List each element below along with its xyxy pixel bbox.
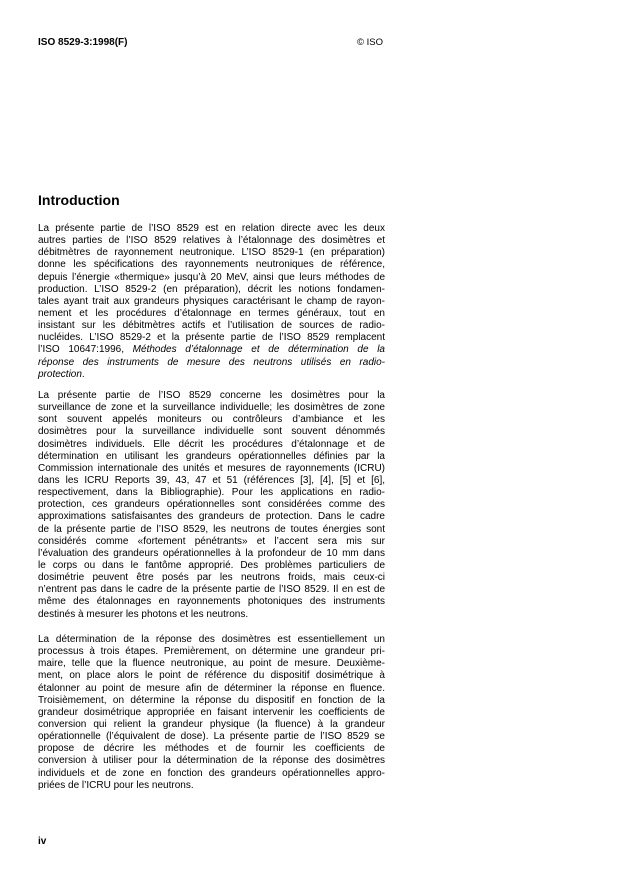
paragraph-line: production. L’ISO 8529-2 (en préparation), décrit les notions fondamen- — [38, 283, 385, 295]
paragraph-line: La présente partie de l’ISO 8529 est en relation directe avec les deux — [38, 223, 385, 234]
paragraph-line: autres parties de l’ISO 8529 relatives à l’étalonnage des dosimètres et — [38, 235, 385, 247]
page-number: iv — [38, 836, 47, 847]
paragraph-line: tales ayant trait aux grandeurs physiques caractérisant le champ de rayon- — [38, 295, 385, 307]
paragraph-line: nement et les procédures d’étalonnage en termes généraux, tout en — [38, 307, 385, 319]
paragraph-line: protection, ces grandeurs opérationnelles sont considérées comme des — [38, 499, 385, 511]
paragraph-line: détermination en utilisant les grandeurs opérationnelles définies par la — [38, 450, 385, 462]
paragraph-line: sont souvent appelés moniteurs ou contrôleurs d’ambiance et les — [38, 414, 385, 426]
paragraph-line: de la présente partie de l’ISO 8529, les neutrons de toutes énergies sont — [38, 523, 385, 535]
paragraph-line: respectivement, dans la Bibliographie). Pour les applications en radio- — [38, 487, 385, 499]
paragraph-line: donne les spécifications des rayonnements neutroniques de référence, — [38, 259, 385, 271]
paragraph-line: dosimétrie peuvent être posés par les neutrons froids, mais ceux-ci — [38, 572, 385, 584]
paragraph-line: nucléides. L’ISO 8529-2 et la présente partie de l’ISO 8529 remplacent — [38, 332, 385, 344]
paragraph-line: le corps ou dans le fantôme approprié. Des problèmes particuliers de — [38, 559, 385, 571]
paragraph-line: dosimètres pour la surveillance individuelle sont souvent dénommés — [38, 426, 385, 438]
paragraph-line: l’évaluation des grandeurs opérationnelles à la profondeur de 10 mm dans — [38, 547, 385, 559]
paragraph-line: La présente partie de l’ISO 8529 concerne les dosimètres pour la — [38, 390, 385, 401]
paragraph-line: propose de décrire les méthodes et de fournir les coefficients de — [38, 743, 385, 755]
paragraph-line: individuels et de zone en fonction des grandeurs opérationnelles appro- — [38, 767, 385, 779]
document-id-header: ISO 8529-3:1998(F) — [38, 37, 128, 48]
paragraph-line: grandeur dosimétrique appropriée en faisant intervenir les coefficients de — [38, 706, 385, 718]
paragraph-line: depuis l’énergie «thermique» jusqu’à 20 MeV, ainsi que leurs méthodes de — [38, 271, 385, 283]
paragraph-line: n’entrent pas dans le cadre de la présente partie de l’ISO 8529. Il en est de — [38, 584, 385, 596]
paragraph-line: processus à trois étapes. Premièrement, on détermine une grandeur pri- — [38, 646, 385, 658]
paragraph-line: insistant sur les débitmètres actifs et l’utilisation de sources de radio- — [38, 320, 385, 332]
paragraph-line: considérés comme «fortement pénétrants» et l’accent sera mis sur — [38, 535, 385, 547]
paragraph-line — [38, 357, 385, 369]
paragraph-line: débitmètres de rayonnement neutronique. L’ISO 8529-1 (en préparation) — [38, 247, 385, 259]
paragraph-line: surveillance de zone et la surveillance individuelle; les dosimètres de zone — [38, 402, 385, 414]
paragraph-line: dosimètres individuels. Elle décrit les procédures d’étalonnage et de — [38, 438, 385, 450]
paragraph-line: priées de l’ICRU pour les neutrons. — [38, 779, 194, 791]
paragraph-line: dans les ICRU Reports 39, 43, 47 et 51 (références [3], [4], [5] et [6], — [38, 474, 385, 486]
paragraph-2 — [38, 390, 385, 621]
reference-text: . — [81, 368, 85, 380]
paragraph-line: maire, telle que la fluence neutronique, au point de mesure. Deuxième- — [38, 658, 385, 670]
reference-text: l’ISO 10647:1996, — [38, 344, 133, 356]
paragraph-line: Commission internationale des unités et mesures de rayonnements (ICRU) — [38, 462, 385, 474]
paragraph-line — [38, 369, 385, 381]
section-title: Introduction — [38, 192, 120, 208]
paragraph-line: opérationnelle (l’équivalent de dose). La présente partie de l’ISO 8529 se — [38, 731, 385, 743]
paragraph-line: étalonner au point de mesure afin de déterminer la réponse en fluence. — [38, 682, 385, 694]
paragraph-3 — [38, 634, 385, 792]
paragraph-line: ment, on place alors le point de référence du dispositif dosimétrique à — [38, 670, 385, 682]
paragraph-line: Troisièmement, on détermine la réponse du dispositif en fonction de la — [38, 694, 385, 706]
paragraph-1 — [38, 223, 385, 381]
paragraph-line: approximations satisfaisantes des grandeurs de protection. Dans le cadre — [38, 511, 385, 523]
cited-title-text: Méthodes d’étalonnage et de détermination de la — [132, 344, 385, 356]
paragraph-line — [38, 344, 385, 356]
cited-title-text: réponse des instruments de mesure des neutrons utilisés en radio- — [38, 356, 385, 368]
cited-title-text: protection — [38, 368, 82, 380]
paragraph-line: conversion à utiliser pour la détermination de la réponse des dosimètres — [38, 755, 385, 767]
paragraph-line: destinés à mesurer les photons et les neutrons. — [38, 608, 249, 620]
paragraph-line: conversion qui relient la grandeur physique (la fluence) à la grandeur — [38, 718, 385, 730]
paragraph-line: même des étalonnages en rayonnements photoniques des instruments — [38, 596, 385, 608]
copyright-header: © ISO — [356, 37, 383, 48]
paragraph-line: La détermination de la réponse des dosimètres est essentiellement un — [38, 634, 385, 645]
